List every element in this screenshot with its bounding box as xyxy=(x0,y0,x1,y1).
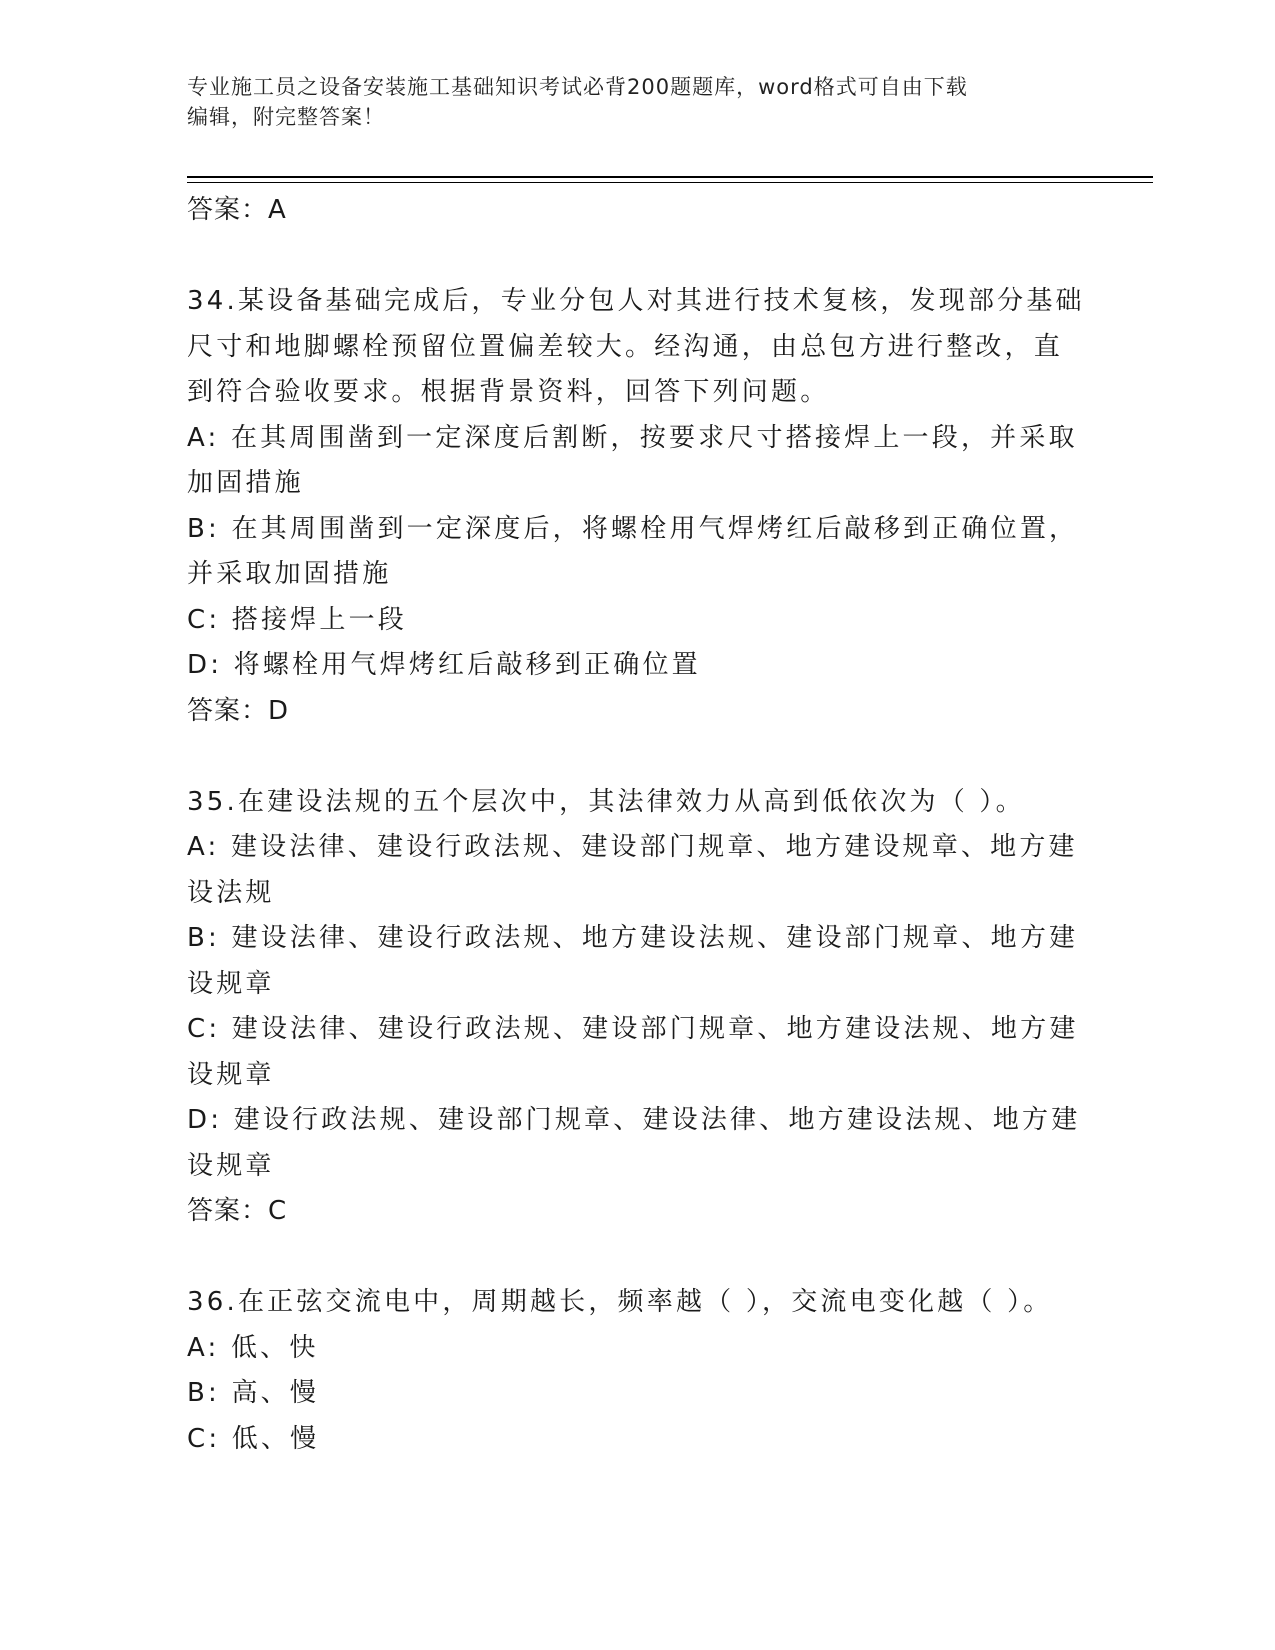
header-divider xyxy=(187,176,1153,178)
option-line: D: 将螺栓用气焊烤红后敲移到正确位置 xyxy=(187,650,701,680)
option-line: 设法规 xyxy=(187,877,275,908)
option-line: 设规章 xyxy=(187,1150,275,1181)
spacer xyxy=(187,234,1087,280)
option-line: 设规章 xyxy=(187,968,275,999)
question-block xyxy=(187,780,1087,1235)
option-line: 并采取加固措施 xyxy=(187,559,392,589)
option-line: C: 建设法律、建设行政法规、建设部门规章、地方建设法规、地方建 xyxy=(187,1014,1079,1044)
option-line: A: 在其周围凿到一定深度后割断，按要求尺寸搭接焊上一段，并采取 xyxy=(187,422,1078,453)
document-header xyxy=(187,72,1067,132)
spacer xyxy=(187,1235,1087,1281)
option-line: B: 建设法律、建设行政法规、地方建设法规、建设部门规章、地方建 xyxy=(187,923,1079,953)
option-line: 设规章 xyxy=(187,1059,275,1090)
question-stem-line: 尺寸和地脚螺栓预留位置偏差较大。经沟通，由总包方进行整改，直 xyxy=(187,331,1064,362)
option-line: B: 高、慢 xyxy=(187,1378,320,1408)
question-list xyxy=(187,188,1087,1462)
question-stem-line: 36.在正弦交流电中，周期越长，频率越（ ），交流电变化越（ ）。 xyxy=(187,1287,1053,1317)
spacer xyxy=(187,734,1087,780)
question-stem-line: 34.某设备基础完成后，专业分包人对其进行技术复核，发现部分基础 xyxy=(187,286,1085,316)
header-divider xyxy=(187,182,1153,183)
option-line: C: 搭接焊上一段 xyxy=(187,604,407,635)
question-block xyxy=(187,1280,1087,1462)
option-line: D: 建设行政法规、建设部门规章、建设法律、地方建设法规、地方建 xyxy=(187,1105,1081,1135)
option-line: C: 低、慢 xyxy=(187,1423,320,1454)
option-line: A: 低、快 xyxy=(187,1332,319,1363)
question-stem-line: 35.在建设法规的五个层次中，其法律效力从高到低依次为（ ）。 xyxy=(187,786,1025,817)
answer-line: 答案：C xyxy=(187,1196,288,1226)
option-line: 加固措施 xyxy=(187,468,304,498)
option-line: B: 在其周围凿到一定深度后，将螺栓用气焊烤红后敲移到正确位置， xyxy=(187,513,1079,544)
answer-line: 答案：A xyxy=(187,195,287,225)
option-line: A: 建设法律、建设行政法规、建设部门规章、地方建设规章、地方建 xyxy=(187,832,1078,862)
answer-line: 答案：D xyxy=(187,695,290,726)
question-stem-line: 到符合验收要求。根据背景资料，回答下列问题。 xyxy=(187,377,830,407)
question-block xyxy=(187,279,1087,734)
header-line: 专业施工员之设备安装施工基础知识考试必背200题题库，word格式可自由下载 xyxy=(187,75,968,99)
header-line: 编辑，附完整答案！ xyxy=(187,105,385,129)
